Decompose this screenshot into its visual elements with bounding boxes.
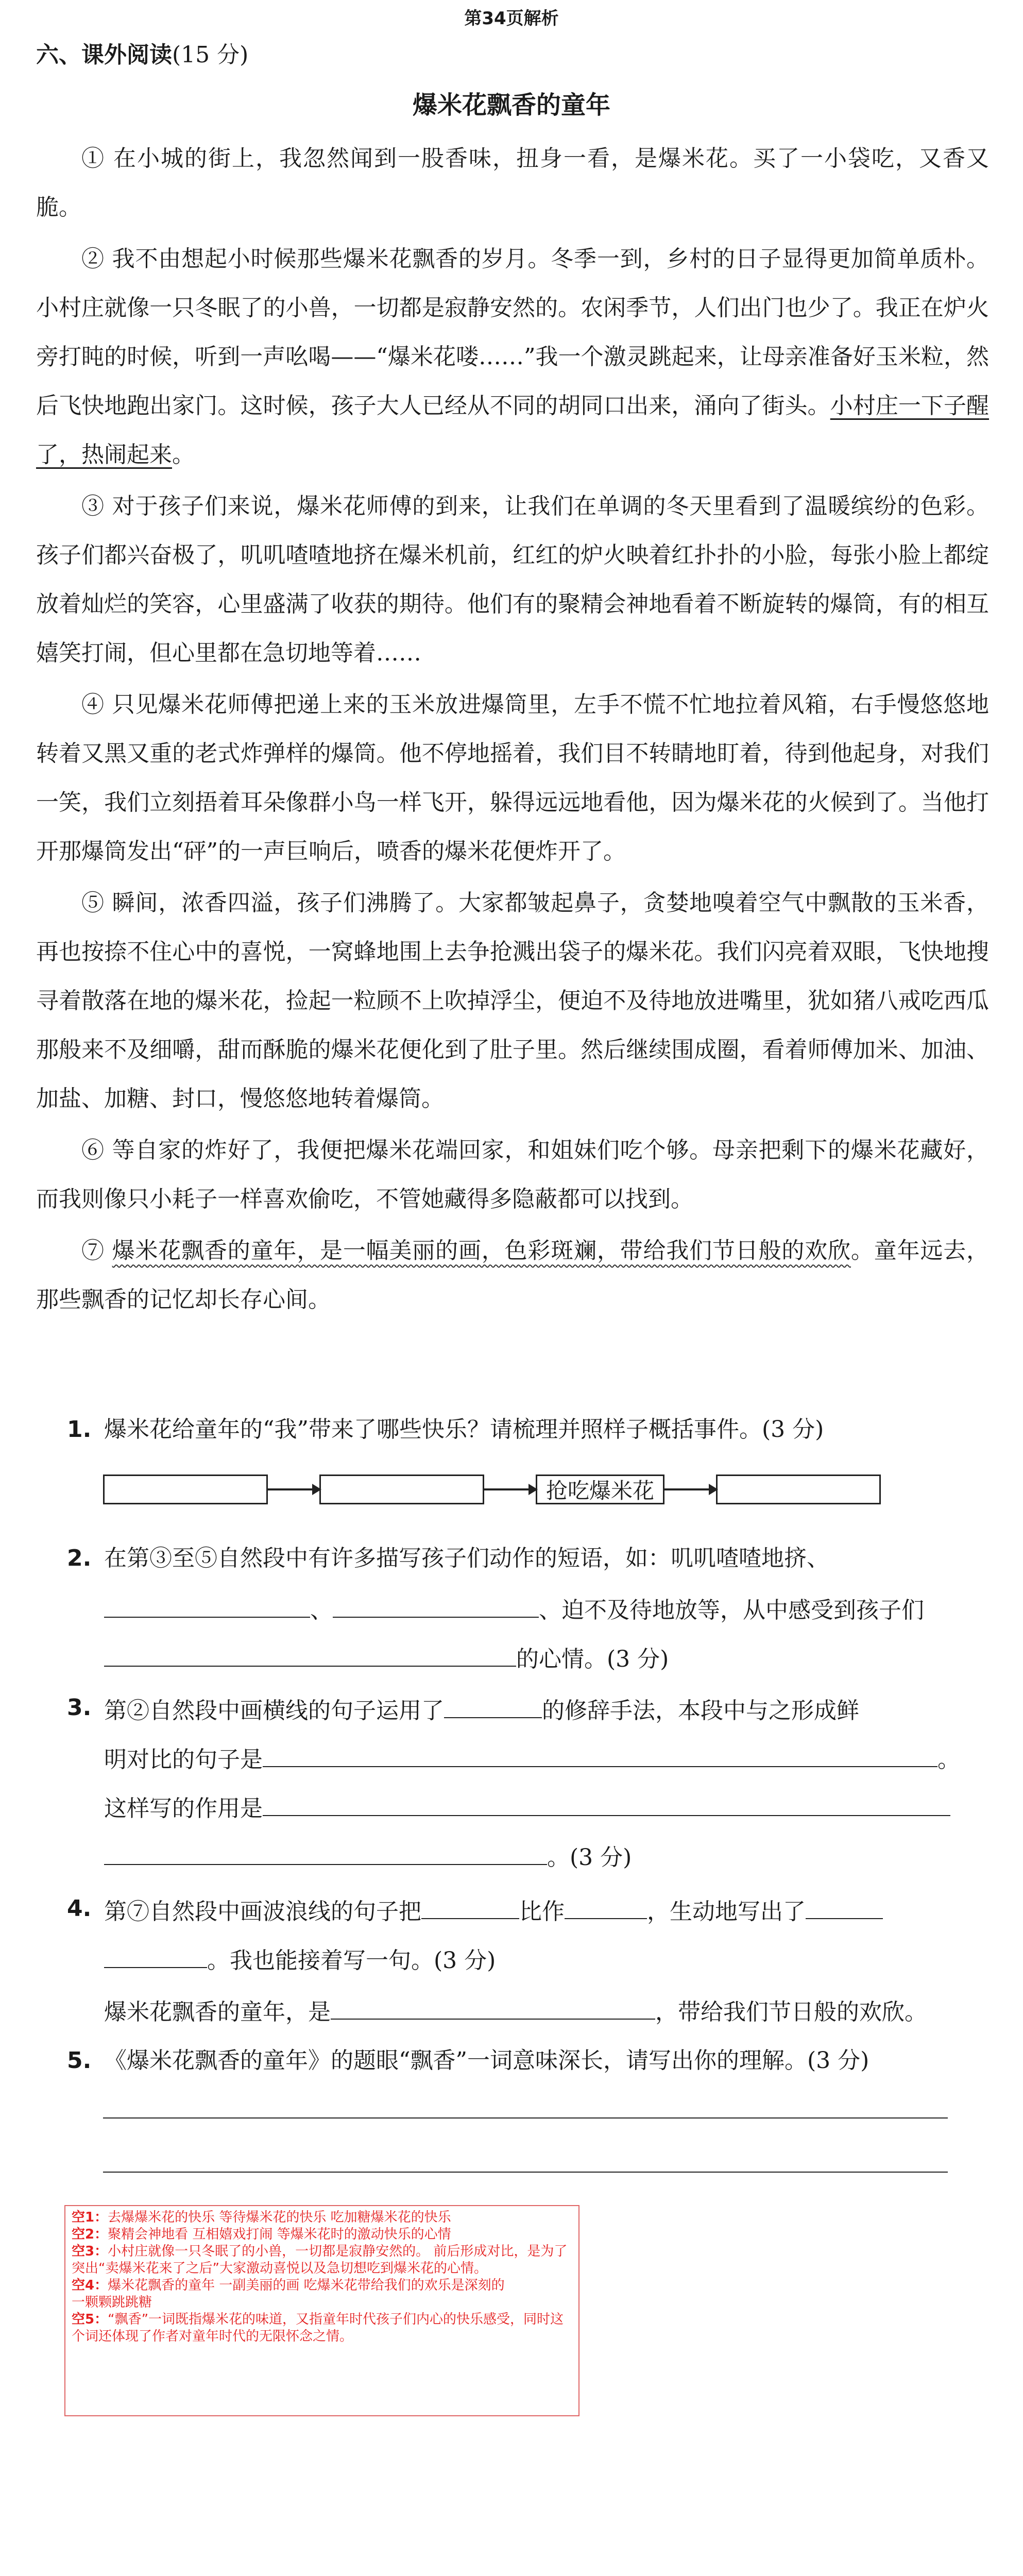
question-4-line-2-tail: 。我也能接着写一句。(3 分) [207,1947,496,1974]
answer-3 [72,2243,572,2277]
question-2-sep: 、 [310,1597,333,1623]
answer-key [64,2205,579,2416]
blank-2-2[interactable] [333,1592,539,1618]
blank-3-4[interactable] [104,1839,547,1865]
question-5-number: 5. [67,2047,92,2074]
answer-box-2[interactable] [319,1475,484,1504]
answer-box-1[interactable] [103,1475,268,1504]
section-title [36,36,248,69]
question-4-line-3-tail: ，带给我们节日般的欢欣。 [655,1999,927,2025]
question-3-line-3-head: 这样写的作用是 [104,1795,263,1822]
answer-2-text: 聚精会神地看 互相嬉戏打闹 等爆米花时的激动快乐的心情 [108,2227,451,2242]
paragraph-7-end: 。童年远去，那些飘香的记忆却长存心间。 [36,1238,990,1313]
answer-5 [72,2311,572,2345]
answer-1 [72,2209,572,2226]
blank-2-1[interactable] [104,1592,310,1618]
question-5 [62,2045,869,2076]
arrow-icon [268,1488,319,1490]
blank-3-3[interactable] [263,1790,950,1816]
question-4-line-3 [62,1994,927,2028]
paragraph-2 [36,234,989,479]
question-2-line-2 [62,1592,924,1626]
question-3-number: 3. [67,1694,92,1721]
question-2-number: 2. [67,1545,92,1571]
answer-1-text: 去爆爆米花的快乐 等待爆米花的快乐 吃加糖爆米花的快乐 [108,2210,451,2225]
paragraph-2-end: 。 [172,442,195,468]
blank-4-1[interactable] [421,1893,519,1919]
question-4-mid-1: 比作 [519,1899,565,1925]
question-4-line-2 [62,1942,496,1976]
question-3-line-4 [62,1839,632,1873]
question-1-number: 1. [67,1416,92,1443]
answer-1-key: 空1： [72,2210,108,2225]
question-4-line-1-head: 第⑦自然段中画波浪线的句子把 [104,1899,421,1925]
answer-3-key: 空3： [72,2244,108,2259]
paragraph-2-text: ② 我不由想起小时候那些爆米花飘香的岁月。冬季一到，乡村的日子显得更加简单质朴。小村庄就像一只冬眠了的小兽，一切都是寂静安然的。农闲季节，人们出门也少了。我正在炉火旁打盹的时候，听到一声吆喝——“爆米花喽……”我一个激灵跳起来，让母亲准备好玉米粒，然后飞快地跑出家门。这时候，孩子大人已经从不同的胡同口出来，涌向了街头。 [36,246,989,419]
answer-2 [72,2226,572,2243]
paragraph-6: ⑥ 等自家的炸好了，我便把爆米花端回家，和姐妹们吃个够。母亲把剩下的爆米花藏好，而我则像只小耗子一样喜欢偷吃，不管她藏得多隐蔽都可以找到。 [36,1137,989,1212]
paragraph-4: ④ 只见爆米花师傅把递上来的玉米放进爆筒里，左手不慌不忙地拉着风箱，右手慢悠悠地转着又黑又重的老式炸弹样的爆筒。他不停地摇着，我们目不转睛地盯着，待到他起身，对我们一笑，我们立刻捂着耳朵像群小鸟一样飞开，躲得远远地看他，因为爆米花的火候到了。当他打开那爆筒发出“砰”的一声巨响后，喷香的爆米花便炸开了。 [36,691,989,865]
blank-3-2[interactable] [263,1741,937,1767]
question-4-line-3-head: 爆米花飘香的童年，是 [104,1999,331,2025]
arrow-icon [484,1488,536,1490]
paragraph-3: ③ 对于孩子们来说，爆米花师傅的到来，让我们在单调的冬天里看到了温暖缤纷的色彩。孩子们都兴奋极了，叽叽喳喳地挤在爆米机前，红红的炉火映着红扑扑的小脸，每张小脸上都绽放着灿烂的笑容，心里盛满了收获的期待。他们有的聚精会神地看着不断旋转的爆筒，有的相互嬉笑打闹，但心里都在急切地等着…… [36,493,989,666]
paragraph-5: ⑤ 瞬间，浓香四溢，孩子们沸腾了。大家都皱起鼻子，贪婪地嗅着空气中飘散的玉米香，再也按捺不住心中的喜悦，一窝蜂地围上去争抢溅出袋子的爆米花。我们闪亮着双眼，飞快地搜寻着散落在地的爆米花，捡起一粒顾不上吹掉浮尘，便迫不及待地放进嘴里，犹如猪八戒吃西瓜那般来不及细嚼，甜而酥脆的爆米花便化到了肚子里。然后继续围成圈，看着师傅加米、加油、加盐、加糖、封口，慢悠悠地转着爆筒。 [36,890,989,1112]
answer-box-3[interactable] [716,1475,881,1504]
answer-2-key: 空2： [72,2227,108,2242]
article-title: 爆米花飘香的童年 [412,91,610,120]
answer-4-key: 空4： [72,2278,108,2293]
question-1-text: 爆米花给童年的“我”带来了哪些快乐？请梳理并照样子概括事件。(3 分) [104,1416,824,1443]
question-4 [62,1893,883,1927]
answer-4-extra: 一颗颗跳跳糖 [72,2295,152,2310]
answer-4 [72,2277,572,2294]
example-box: 抢吃爆米花 [536,1475,664,1504]
question-3-line-2-tail: 。 [937,1747,960,1773]
blank-3-1[interactable] [444,1692,542,1718]
question-2-line-2-text: 、迫不及待地放等，从中感受到孩子们 [539,1597,924,1623]
question-3-line-2 [62,1741,960,1775]
section-score: (15 分) [172,42,249,68]
wavy-underlined-sentence: 爆米花飘香的童年，是一幅美丽的画，色彩斑斓，带给我们节日般的欢欣 [112,1238,851,1264]
article-body [36,134,989,1327]
blank-4-4[interactable] [104,1942,207,1968]
question-3-line-1-head: 第②自然段中画横线的句子运用了 [104,1698,444,1724]
question-3-line-4-tail: 。(3 分) [547,1844,632,1871]
question-3-line-2-head: 明对比的句子是 [104,1747,263,1773]
answer-5-text: “飘香”一词既指爆米花的味道，又指童年时代孩子们内心的快乐感受，同时这个词还体现了作者对童年时代的无限怀念之情。 [72,2312,564,2344]
blank-2-3[interactable] [104,1641,516,1667]
blank-4-5[interactable] [331,1994,655,2020]
question-5-text: 《爆米花飘香的童年》的题眼“飘香”一词意味深长，请写出你的理解。(3 分) [104,2047,869,2074]
question-4-number: 4. [67,1895,92,1922]
section-title-text: 六、课外阅读 [36,42,172,68]
arrow-icon [664,1488,716,1490]
page-header-label: 第34页解析 [464,8,559,29]
blank-4-2[interactable] [565,1893,647,1919]
blank-4-3[interactable] [806,1893,883,1919]
answer-3-text: 小村庄就像一只冬眠了的小兽，一切都是寂静安然的。 前后形成对比，是为了突出“卖爆米花来了之后”大家激动喜悦以及急切想吃到爆米花的心情。 [72,2244,568,2276]
question-3 [62,1692,859,1726]
question-2-line-3 [62,1641,669,1675]
question-2-line-1: 在第③至⑤自然段中有许多描写孩子们动作的短语，如：叽叽喳喳地挤、 [104,1545,829,1571]
answer-line-5-2[interactable] [103,2172,948,2173]
paragraph-7-num: ⑦ [81,1238,112,1264]
question-3-line-3 [62,1790,950,1824]
underlined-sentence: 小村庄一下子醒了，热闹起来 [36,393,990,468]
question-4-mid-2: ，生动地写出了 [647,1899,806,1925]
answer-4-text: 爆米花飘香的童年 一副美丽的画 吃爆米花带给我们的欢乐是深刻的 [108,2278,505,2293]
question-2-line-3-text: 的心情。(3 分) [516,1646,669,1672]
question-1 [62,1414,824,1445]
question-3-line-1-tail: 的修辞手法，本段中与之形成鲜 [542,1698,859,1724]
answer-5-key: 空5： [72,2312,108,2327]
answer-line-5-1[interactable] [103,2117,948,2119]
question-1-flowchart [103,1473,881,1505]
question-2 [62,1543,829,1574]
paragraph-1: ① 在小城的街上，我忽然闻到一股香味，扭身一看，是爆米花。买了一小袋吃，又香又脆。 [36,145,989,221]
paragraph-7 [36,1226,989,1324]
